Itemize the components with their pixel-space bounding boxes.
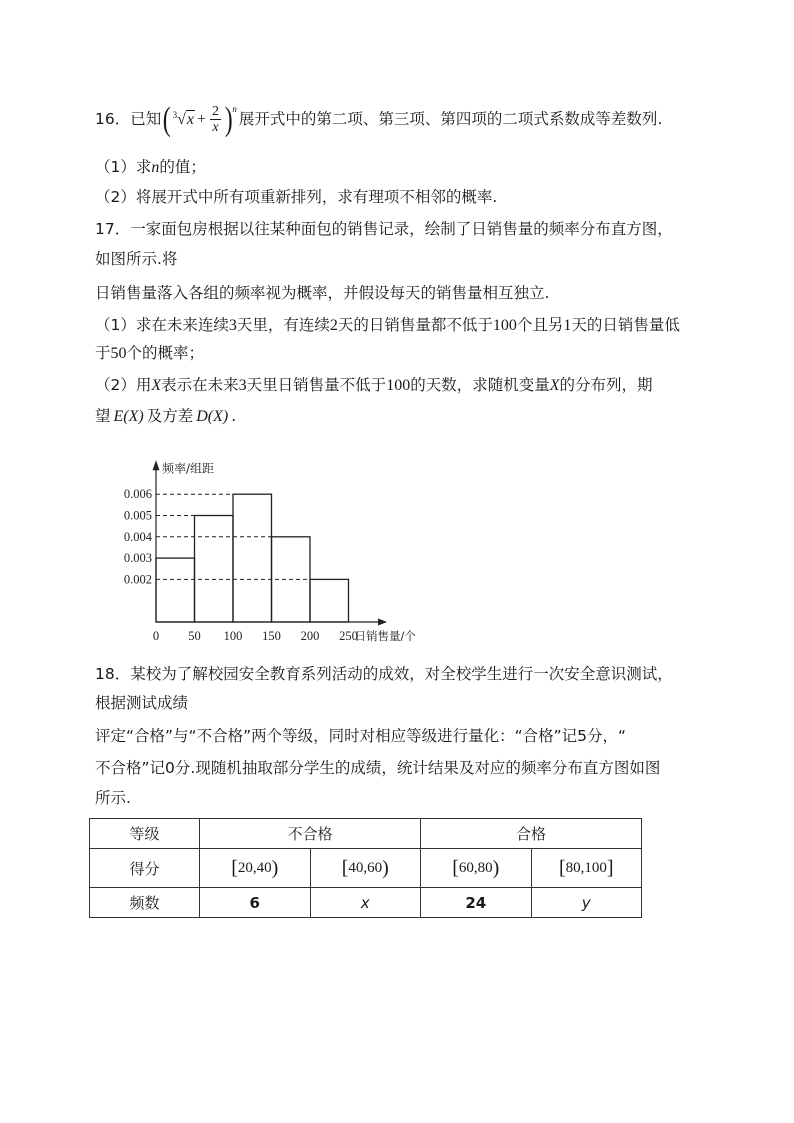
table-header-grade: 等级 (90, 819, 200, 849)
table-row (90, 849, 642, 888)
interval-cell (531, 849, 642, 888)
score-table (89, 818, 642, 918)
q17-part1-line2-b: 个的概率； (126, 344, 205, 362)
table-header-fail: 不合格 (200, 819, 421, 849)
q17-part1-c: 天的日销售量都不低于 (337, 316, 493, 334)
expectation: E(X) (113, 408, 144, 425)
interval-close: ) (492, 856, 500, 879)
plus-sign: + (196, 111, 206, 128)
num-100b: 100 (386, 377, 411, 394)
histogram-bar (233, 494, 272, 622)
freq-cell: x (310, 888, 421, 918)
q17-part2 (95, 374, 653, 397)
var-X: X (151, 377, 162, 394)
x-tick-label: 100 (223, 629, 243, 643)
q17-part2-line2-c: . (231, 407, 237, 425)
num-100: 100 (492, 317, 517, 334)
histogram-bar (310, 579, 349, 622)
q16-part1 (95, 156, 206, 179)
q17-part2-d: 的天数，求随机变量 (410, 376, 550, 394)
q17-part2-b: 表示在未来 (161, 376, 239, 394)
interval-body: 20,40 (237, 859, 272, 876)
fraction-numerator: 2 (211, 104, 219, 119)
num-2: 2 (329, 317, 338, 334)
left-paren: ( (162, 100, 171, 138)
table-row (90, 888, 642, 918)
y-tick-label: 0.003 (123, 551, 152, 566)
interval-body: 40,60 (348, 859, 383, 876)
interval-open: [ (231, 856, 238, 879)
num-3: 3 (228, 317, 237, 334)
cube-root: $^3$√x (172, 110, 194, 128)
x-tick-label: 0 (152, 629, 160, 643)
q17-line2: 如图所示.将 (95, 250, 178, 268)
num-50: 50 (110, 345, 127, 362)
interval-close: ) (382, 856, 389, 879)
q17-part1-a: （1）求在未来连续 (95, 316, 229, 334)
q17-line1: 17．一家面包房根据以往某种面包的销售记录，绘制了日销售量的频率分布直方图， (95, 220, 673, 238)
q17-part1-line2-a: 于 (95, 344, 111, 362)
freq-cell: 24 (421, 888, 532, 918)
q17-part2-line2 (95, 405, 236, 428)
y-axis-arrow (153, 460, 160, 470)
q18-line2: 根据测试成绩 (95, 694, 189, 712)
interval-open: [ (558, 856, 566, 879)
q17-part2-c: 天里日销售量不低于 (246, 376, 387, 394)
y-tick-label: 0.006 (123, 487, 152, 502)
q16-suffix: 展开式中的第二项、第三项、第四项的二项式系数成等差数列. (238, 110, 663, 128)
x-tick-label: 250 (339, 629, 358, 643)
interval-body: 80,100 (565, 859, 607, 876)
right-paren: ) (224, 100, 233, 138)
fraction (210, 104, 221, 135)
var-X2: X (549, 377, 560, 394)
histogram-bar (156, 558, 195, 622)
y-tick-label: 0.004 (123, 529, 152, 544)
table-row (90, 819, 642, 849)
q17-part2-line2-a: 望 (95, 407, 111, 425)
q18-line3: 评定“合格”与“不合格”两个等级，同时对相应等级进行量化：“合格”记5分，“ (95, 727, 627, 745)
interval-body: 60,80 (458, 859, 493, 876)
interval-cell (421, 849, 532, 888)
x-tick-label: 200 (300, 629, 320, 643)
q18-line5: 所示. (95, 789, 131, 807)
table-label-score: 得分 (90, 849, 200, 888)
interval-open: [ (452, 856, 459, 879)
x-axis-title: 日销售量/个 (354, 629, 416, 643)
y-tick-label: 0.002 (123, 572, 152, 587)
q17-part1-d: 个且另 (516, 316, 564, 334)
table-label-frequency: 频数 (90, 888, 200, 918)
fraction-denominator: x (212, 120, 219, 135)
q17-part1 (95, 314, 680, 337)
radical-index: 3 (172, 110, 178, 120)
q16-part1-text-a: （1）求 (95, 158, 152, 176)
q17-part2-line2-b: 及方差 (146, 407, 194, 425)
table-header-pass: 合格 (421, 819, 642, 849)
var-n: n (151, 159, 160, 176)
interval-open: [ (341, 856, 349, 879)
q17-part1-line2 (95, 342, 204, 365)
q18-line1: 18．某校为了解校园安全教育系列活动的成效，对全校学生进行一次安全意识测试， (95, 665, 673, 683)
exponent-n: n (232, 104, 237, 114)
x-tick-label: 50 (188, 629, 201, 643)
freq-cell: 6 (200, 888, 311, 918)
interval-cell (310, 849, 421, 888)
interval-close: ) (271, 856, 279, 879)
histogram-bar (195, 516, 234, 623)
x-axis-arrow (378, 619, 387, 626)
q17-part2-a: （2）用 (95, 376, 152, 394)
x-tick-label: 150 (262, 629, 281, 643)
q16-prefix: 16．已知 (95, 110, 162, 128)
q16-part2: （2）将展开式中所有项重新排列，求有理项不相邻的概率. (95, 188, 498, 206)
q17-part1-b: 天里，有连续 (236, 316, 330, 334)
q17-part1-e: 天的日销售量低 (571, 316, 680, 334)
num-3b: 3 (238, 377, 247, 394)
radical-var: x (186, 111, 194, 128)
variance: D(X) (196, 408, 229, 425)
q18-line4: 不合格”记0分.现随机抽取部分学生的成绩，统计结果及对应的频率分布直方图如图 (95, 759, 661, 777)
histogram-chart (108, 448, 448, 648)
q17-part2-e: 的分布列，期 (559, 376, 653, 394)
num-1: 1 (563, 317, 572, 334)
y-axis-title: 频率/组距 (162, 461, 215, 476)
interval-close: ] (606, 856, 614, 879)
freq-cell: y (531, 888, 642, 918)
y-tick-label: 0.005 (123, 508, 152, 523)
q16-part1-text-b: 的值； (159, 158, 206, 176)
q16-line (95, 100, 663, 138)
interval-cell (200, 849, 311, 888)
q17-line3: 日销售量落入各组的频率视为概率，并假设每天的销售量相互独立. (95, 284, 550, 302)
